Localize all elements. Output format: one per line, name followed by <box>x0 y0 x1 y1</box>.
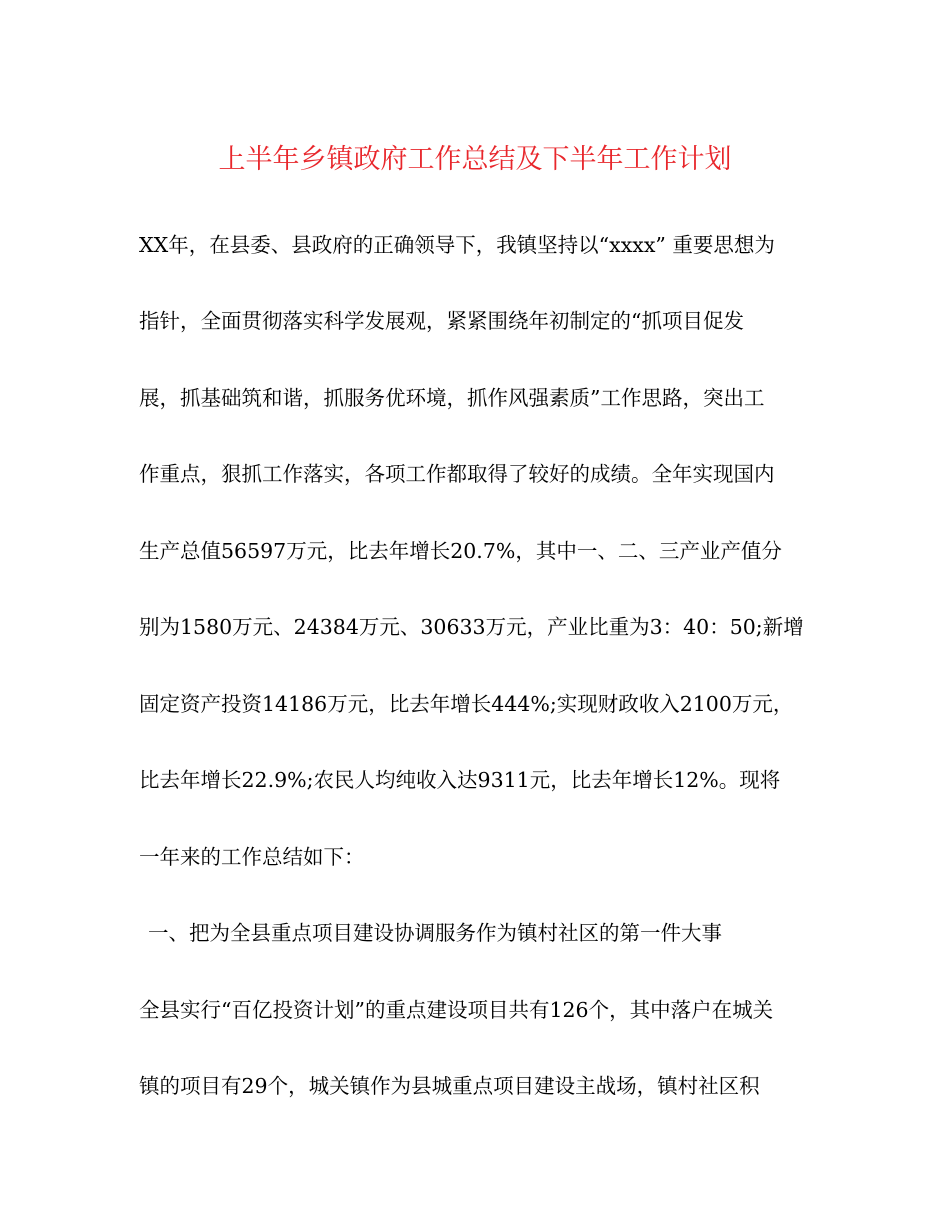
paragraph-line: 固定资产投资14186万元，比去年增长444%;实现财政收入2100万元， <box>139 692 794 716</box>
paragraph-line: 全县实行“百亿投资计划”的重点建设项目共有126个，其中落户在城关 <box>139 998 774 1022</box>
paragraph-line: XX年，在县委、县政府的正确领导下，我镇坚持以“xxxx” 重要思想为 <box>139 233 775 257</box>
paragraph-line: 展，抓基础筑和谐，抓服务优环境，抓作风强素质”工作思路，突出工 <box>139 386 765 410</box>
paragraph-line: 别为1580万元、24384万元、30633万元，产业比重为3：40：50;新增 <box>139 615 804 639</box>
document-title: 上半年乡镇政府工作总结及下半年工作计划 <box>218 144 732 175</box>
paragraph-line: 比去年增长22.9%;农民人均纯收入达9311元，比去年增长12%。现将 <box>139 768 781 792</box>
paragraph-line: 生产总值56597万元，比去年增长20.7%，其中一、二、三产业产值分 <box>139 539 782 563</box>
paragraph-line: 镇的项目有29个，城关镇作为县城重点项目建设主战场，镇村社区积 <box>139 1074 760 1098</box>
paragraph-line: 指针，全面贯彻落实科学发展观，紧紧围绕年初制定的“抓项目促发 <box>139 309 744 333</box>
paragraph-line: 一年来的工作总结如下： <box>139 845 365 869</box>
paragraph-line: 作重点，狠抓工作落实，各项工作都取得了较好的成绩。全年实现国内 <box>139 462 775 486</box>
section-heading: 一、把为全县重点项目建设协调服务作为镇村社区的第一件大事 <box>148 921 722 945</box>
